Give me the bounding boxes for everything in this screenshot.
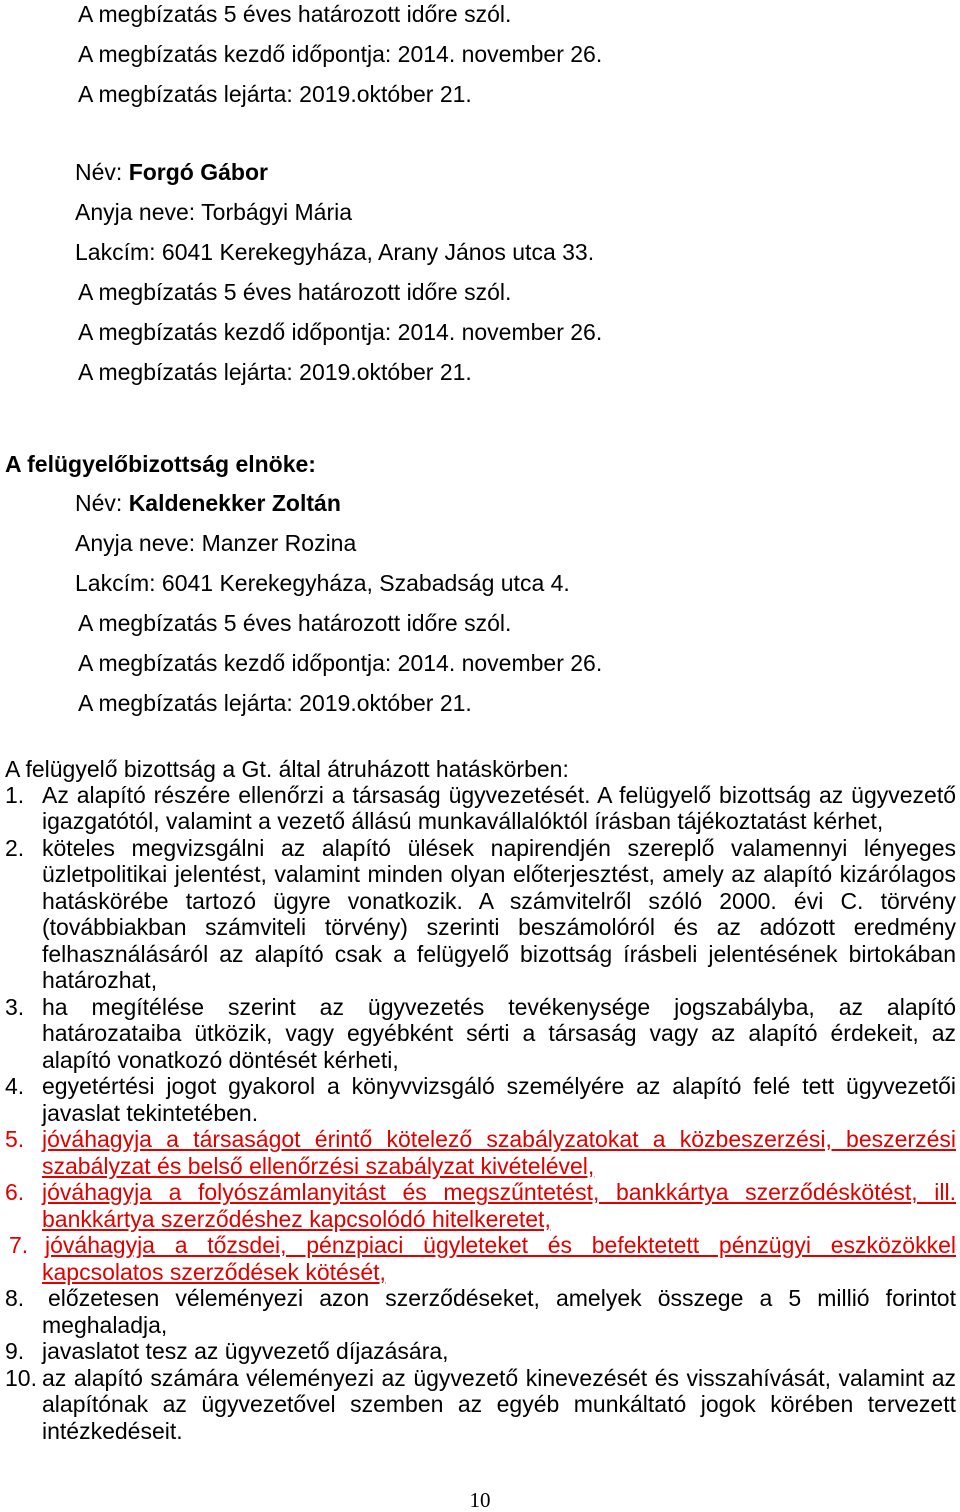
item-text-line: határozhat, [42, 967, 158, 994]
chair-mother-name: Anyja neve: Manzer Rozina [75, 530, 357, 556]
member-name: Forgó Gábor [128, 159, 268, 185]
member-end-date: A megbízatás lejárta: 2019.október 21. [78, 81, 472, 107]
member-end-date: A megbízatás lejárta: 2019.október 21. [78, 359, 472, 385]
item-text-line: javaslatot tesz az ügyvezető díjazására, [42, 1338, 449, 1365]
list-item [0, 994, 956, 1074]
list-item [0, 1285, 956, 1338]
item-text-line: üzletpolitikai jelentést, valamint minden olyan előterjesztést, amely az alapító kizárólagos [42, 861, 956, 888]
chair-start-date: A megbízatás kezdő időpontja: 2014. november 26. [78, 650, 603, 676]
item-text-line: alapítónak az ügyvezetővel szemben az egyéb munkáltató jogok körében tervezett [42, 1391, 956, 1418]
item-text-line: hatáskörébe tartozó ügyre vonatkozik. A számvitelről szóló 2000. évi C. törvény [42, 887, 956, 914]
item-text-line: jóváhagyja a tőzsdei, pénzpiaci ügyleteket és befektetett pénzügyi eszközökkel [45, 1232, 956, 1259]
page-number: 10 [469, 1488, 491, 1512]
item-text-line: jóváhagyja a folyószámlanyitást és megszűntetést, bankkártya szerződéskötést, ill. [42, 1179, 956, 1206]
item-number: 6. [5, 1179, 25, 1206]
item-number: 8. [5, 1285, 25, 1312]
member-term: A megbízatás 5 éves határozott időre szól. [78, 1, 512, 27]
name-label: Név: [75, 490, 123, 516]
item-text-line: szabályzat és belső ellenőrzési szabályzat kivételével, [42, 1152, 595, 1179]
item-text-line: jóváhagyja a társaságot érintő kötelező szabályzatokat a közbeszerzési, beszerzési [42, 1126, 956, 1153]
chair-name: Kaldenekker Zoltán [128, 490, 341, 516]
item-text-line: egyetértési jogot gyakorol a könyvvizsgáló személyére az alapító felé tett ügyvezetői [42, 1073, 956, 1100]
member-name-line [75, 159, 268, 185]
item-text-line: előzetesen véleményezi azon szerződéseket, amelyek összege a 5 millió forintot [48, 1285, 956, 1312]
list-item [0, 1365, 956, 1445]
chair-address: Lakcím: 6041 Kerekegyháza, Szabadság utca 4. [75, 570, 570, 596]
item-number: 7. [9, 1232, 29, 1259]
list-item [0, 835, 956, 994]
item-text-line: igazgatótól, valamint a vezető állású munkavállalóktól írásban tájékoztatást kérhet, [42, 808, 884, 835]
item-text-line: bankkártya szerződéshez kapcsolódó hitelkeretet, [42, 1205, 551, 1232]
powers-list [0, 782, 956, 1445]
member-address: Lakcím: 6041 Kerekegyháza, Arany János utca 33. [75, 239, 595, 265]
list-item [0, 1073, 956, 1126]
item-text-line: ha megítélése szerint az ügyvezetés tevékenysége jogszabályba, az alapító [42, 993, 956, 1020]
chair-end-date: A megbízatás lejárta: 2019.október 21. [78, 690, 472, 716]
member-mother-name: Anyja neve: Torbágyi Mária [75, 199, 352, 225]
chair-term: A megbízatás 5 éves határozott időre szól. [78, 610, 512, 636]
member-start-date: A megbízatás kezdő időpontja: 2014. november 26. [78, 319, 603, 345]
item-text-line: javaslat tekintetében. [42, 1099, 259, 1126]
item-text-line: határozataiba ütközik, vagy egyébként sérti a társaság vagy az alapító érdekeit, az [42, 1020, 956, 1047]
list-item [0, 1338, 956, 1365]
item-number: 9. [5, 1338, 25, 1365]
member-start-date: A megbízatás kezdő időpontja: 2014. november 26. [78, 41, 603, 67]
item-number: 1. [5, 781, 25, 808]
chair-heading: A felügyelőbizottság elnöke: [5, 451, 316, 477]
item-text-line: Az alapító részére ellenőrzi a társaság ügyvezetését. A felügyelő bizottság az ügyvezető [42, 781, 956, 808]
item-text-line: felhasználásáról az alapító csak a felügyelő bizottság írásbeli jelentésének birtokában [42, 940, 956, 967]
list-item-revised [0, 1179, 956, 1232]
member-term: A megbízatás 5 éves határozott időre szól. [78, 279, 512, 305]
name-label: Név: [75, 159, 123, 185]
item-number: 3. [5, 993, 25, 1020]
item-text-line: köteles megvizsgálni az alapító ülések napirendjén szereplő valamennyi lényeges [42, 834, 956, 861]
list-item [0, 782, 956, 835]
item-text-line: (továbbiakban számviteli törvény) szerinti beszámolóról és az adózott eredmény [42, 914, 956, 941]
item-number: 2. [5, 834, 25, 861]
item-number: 5. [5, 1126, 25, 1153]
item-number: 10. [5, 1364, 37, 1391]
item-text-line: intézkedéseit. [42, 1417, 183, 1444]
powers-intro: A felügyelő bizottság a Gt. által átruházott hatáskörben: [5, 756, 569, 782]
item-text-line: kapcsolatos szerződések kötését, [42, 1258, 386, 1285]
item-text-line: az alapító számára véleményezi az ügyvezető kinevezését és visszahívását, valamint az [42, 1364, 956, 1391]
item-text-line: alapító vonatkozó döntését kérheti, [42, 1046, 399, 1073]
chair-name-line [75, 490, 341, 516]
list-item-revised [0, 1232, 956, 1285]
item-text-line: meghaladja, [42, 1311, 168, 1338]
list-item-revised [0, 1126, 956, 1179]
item-number: 4. [5, 1073, 25, 1100]
